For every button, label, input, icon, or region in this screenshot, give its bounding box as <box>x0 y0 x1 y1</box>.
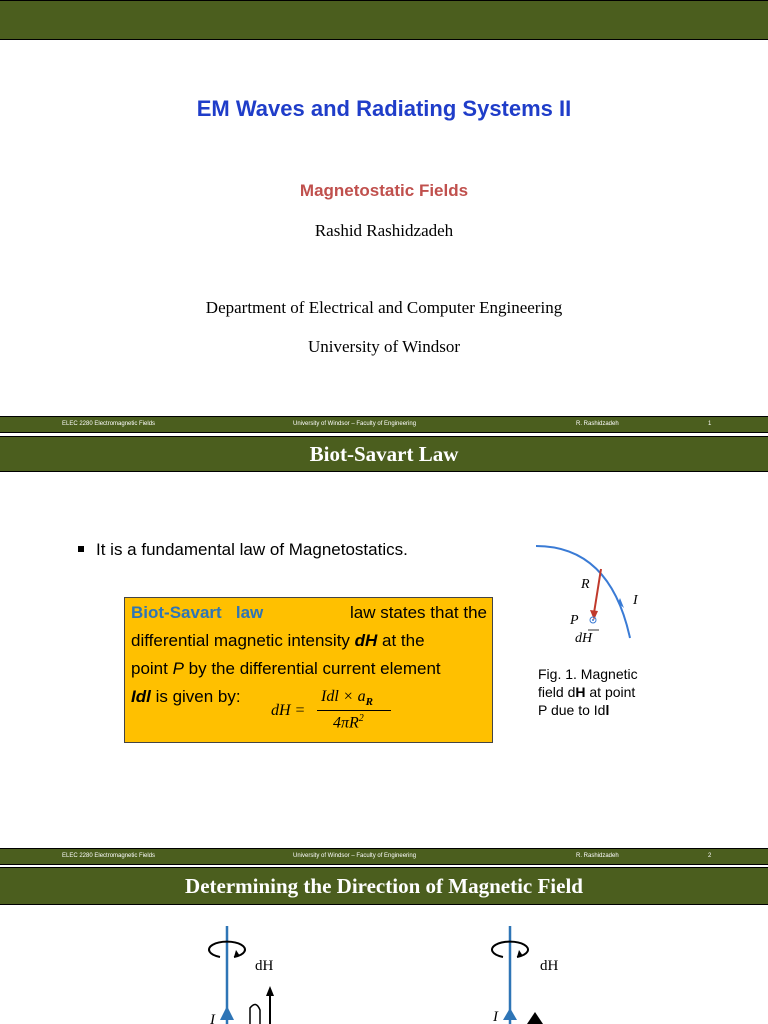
bullet-item <box>78 540 408 560</box>
footer-course: ELEC 2280 Electromagnetic Fields <box>62 853 156 859</box>
right-hand-rule-figure-left <box>190 924 310 1024</box>
box-line3-P: P <box>172 659 184 678</box>
footer-institution: University of Windsor – Faculty of Engineering <box>293 421 417 427</box>
hand-icon <box>250 1004 260 1024</box>
bullet-icon <box>78 546 84 552</box>
slide1-title: EM Waves and Radiating Systems II <box>196 96 572 121</box>
circulation-arrowhead <box>517 950 523 957</box>
equation-denominator: $4\pi R^2$ <box>333 713 364 732</box>
box-line4-Idl: Idl <box>131 687 151 706</box>
box-line2-dH: dH <box>354 631 378 650</box>
label-I: I <box>493 1009 498 1024</box>
equation-numerator: Idl × $a_R$ <box>321 688 373 709</box>
label-I: I <box>210 1012 215 1024</box>
slide1-footer <box>0 416 768 433</box>
figure-label-I: I <box>633 593 638 608</box>
footer-page-number: 1 <box>708 421 712 427</box>
biot-savart-figure <box>530 538 660 653</box>
bullet-text: It is a fundamental law of Magnetostatics. <box>96 540 408 559</box>
slide3-title-bar <box>0 867 768 905</box>
definition-box <box>124 597 493 743</box>
law-term: law <box>235 603 264 622</box>
box-line2-c: at the <box>377 631 425 650</box>
footer-page-number: 2 <box>708 853 712 859</box>
point-p-dot <box>592 619 594 621</box>
figure-caption: Fig. 1. Magnetic field dH at point P due to Idl <box>538 666 638 718</box>
box-line2-a: differential magnetic intensity <box>131 631 355 650</box>
slide2-title: Biot-Savart Law <box>309 442 459 466</box>
footer-institution: University of Windsor – Faculty of Engineering <box>293 853 417 859</box>
equation-lhs: dH = <box>271 702 306 719</box>
slide1-university: University of Windsor <box>308 337 460 356</box>
footer-course: ELEC 2280 Electromagnetic Fields <box>62 421 156 427</box>
box-line1-rest: law states that the <box>349 603 487 622</box>
figure-label-R: R <box>581 577 590 592</box>
slide2-title-bar <box>0 436 768 472</box>
current-path-curve <box>536 546 630 638</box>
current-arrow-icon <box>503 1008 517 1020</box>
label-dH: dH <box>255 958 274 974</box>
box-line3-a: point <box>131 659 173 678</box>
figure-label-P: P <box>570 613 579 628</box>
slide1-department: Department of Electrical and Computer Engineering <box>205 298 563 317</box>
equation-fraction-line <box>317 710 391 711</box>
footer-author: R. Rashidzadeh <box>576 421 619 427</box>
circulation-arrowhead <box>234 950 240 957</box>
slide1-author: Rashid Rashidzadeh <box>314 221 454 240</box>
arrow-up-icon <box>527 1012 543 1024</box>
label-dH: dH <box>540 958 559 974</box>
right-hand-rule-figure-right <box>475 924 595 1024</box>
figure-label-dH: dH <box>575 631 593 646</box>
box-line3-c: by the differential current element <box>183 659 441 678</box>
slide3-title: Determining the Direction of Magnetic Field <box>185 874 583 898</box>
slide1-top-bar <box>0 0 768 40</box>
biot-savart-term: Biot-Savart <box>131 603 222 622</box>
r-vector-line <box>594 569 601 613</box>
r-vector-arrowhead <box>590 610 598 620</box>
slide2-footer <box>0 848 768 865</box>
current-arrow-icon <box>220 1006 234 1020</box>
slide1-subtitle: Magnetostatic Fields <box>299 181 469 200</box>
thumb-arrowhead <box>266 986 274 996</box>
box-line4-b: is given by: <box>150 687 241 706</box>
footer-author: R. Rashidzadeh <box>576 853 619 859</box>
